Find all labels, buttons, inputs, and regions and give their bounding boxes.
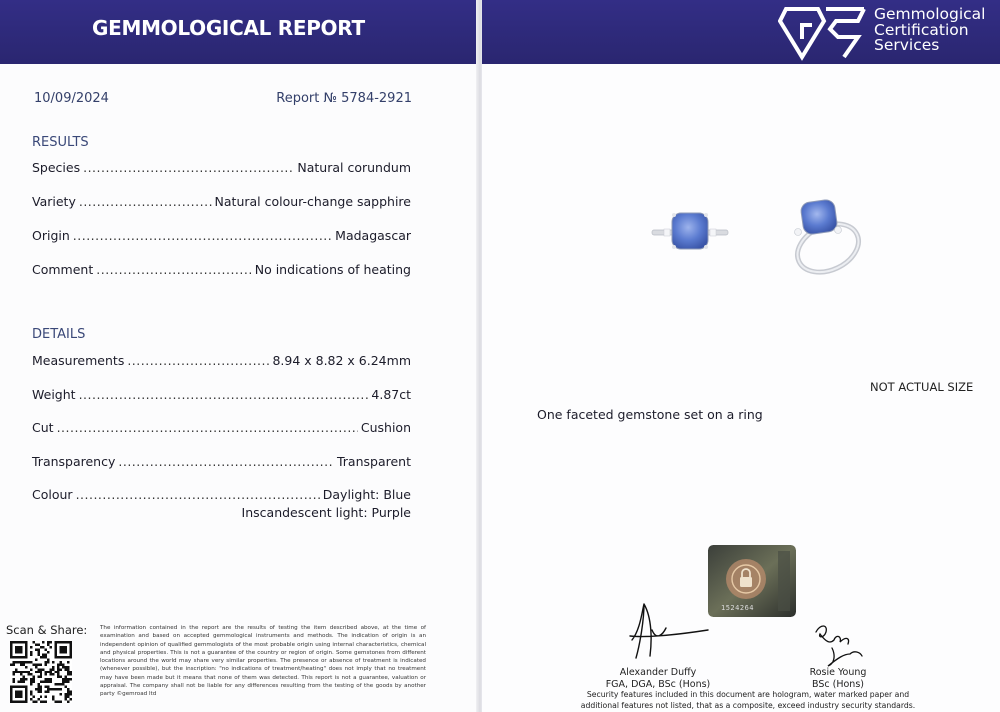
disclaimer-text: The information contained in the report are the results of testing the item described above, at the time of examination and based on accepted gemmological instruments and methods. The indication of origin is an independent opinion of qualified gemmologists of the most probable origin using internal characteristics, chemical and physical properties. This is not a guarantee of the country or region of origin. Some gemstones from different locations around the world may share very similar properties. The presence or absence of treatment is indicated (whenever possible), but the inscription: "no indications of treatment/heating" does not imply that no treatment may have been made but it means that none of them was detected. This report is not a guarantee, valuation or appraisal. The company shall not be liable for any differences resulting from the testing of the goods by another party ©gemroad ltd [100, 625, 426, 698]
results-heading: RESULTS [32, 135, 89, 150]
qr-code[interactable] [10, 641, 72, 703]
signatory-credentials: BSc (Hons) [812, 679, 864, 690]
scan-share-label: Scan & Share: [6, 623, 88, 637]
leader-dots [118, 454, 334, 469]
company-name-line: Gemmological [874, 5, 986, 23]
header-band [0, 0, 478, 64]
row-value: 4.87ct [371, 387, 411, 402]
signature-alexander-duffy [622, 600, 712, 662]
security-features-note: Security features included in this document are hologram, water marked paper and additional features not listed, that as a composite, exceed industry security standards. [580, 690, 916, 710]
ring-photo-top-view [650, 203, 730, 263]
result-row-species [32, 160, 411, 175]
report-date: 10/09/2024 [34, 91, 109, 106]
company-name-line: Certification [874, 20, 969, 39]
result-row-variety [32, 194, 411, 209]
company-name-line: Services [874, 36, 940, 54]
row-label: Origin [32, 228, 70, 243]
row-value: 8.94 x 8.82 x 6.24mm [272, 353, 411, 368]
detail-row-weight [32, 387, 411, 402]
signatory-credentials: FGA, DGA, BSc (Hons) [605, 679, 711, 690]
detail-row-transparency [32, 454, 411, 469]
gcs-logo-icon [778, 3, 870, 61]
row-value: Cushion [360, 420, 411, 435]
report-left-page [0, 0, 478, 712]
not-actual-size-note: NOT ACTUAL SIZE [870, 380, 974, 394]
row-value: No indications of heating [254, 262, 411, 277]
row-value: Daylight: Blue [322, 487, 411, 502]
leader-dots [57, 420, 358, 435]
row-label: Colour [32, 487, 73, 502]
leader-dots [79, 387, 369, 402]
details-heading: DETAILS [32, 327, 86, 342]
result-row-origin [32, 228, 411, 243]
signatory-name: Alexander Duffy [619, 667, 697, 678]
hologram-code: 1524264 [721, 604, 755, 612]
report-number: Report № 5784-2921 [276, 91, 412, 106]
leader-dots [83, 160, 294, 175]
signatory-2 [782, 667, 894, 691]
detail-row-measurements [32, 353, 411, 368]
detail-row-cut [32, 420, 411, 435]
detail-row-colour [32, 487, 411, 502]
company-name [874, 7, 986, 54]
leader-dots [96, 262, 251, 277]
leader-dots [127, 353, 269, 368]
leader-dots [79, 194, 212, 209]
item-description: One faceted gemstone set on a ring [537, 407, 763, 422]
row-value: Madagascar [335, 228, 411, 243]
leader-dots [73, 228, 332, 243]
signatory-name: Rosie Young [809, 667, 867, 678]
row-value: Transparent [336, 454, 411, 469]
colour-incandescent-value: Inscandescent light: Purple [241, 505, 411, 520]
row-label: Cut [32, 420, 54, 435]
row-label: Weight [32, 387, 76, 402]
result-row-comment [32, 262, 411, 277]
signatory-1 [578, 667, 738, 691]
row-value: Natural colour-change sapphire [214, 194, 411, 209]
row-label: Species [32, 160, 81, 175]
row-label: Transparency [32, 454, 116, 469]
leader-dots [76, 487, 320, 502]
row-value: Natural corundum [297, 160, 411, 175]
row-label: Variety [32, 194, 76, 209]
row-label: Comment [32, 262, 94, 277]
report-title: GEMMOLOGICAL REPORT [92, 16, 365, 40]
ring-photo-angled-view [788, 196, 878, 280]
header-band-right [482, 0, 1000, 64]
signature-rosie-young [810, 622, 872, 668]
row-label: Measurements [32, 353, 125, 368]
report-right-page [482, 0, 1000, 712]
